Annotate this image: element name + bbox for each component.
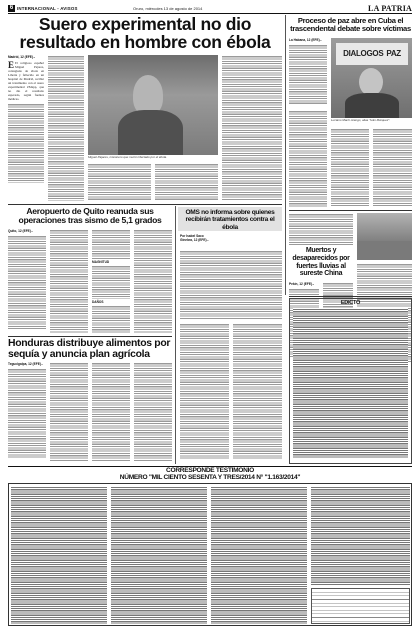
testimonio-col-3	[211, 486, 307, 624]
china-dateline: Pekín, 12 (EFE).-	[289, 282, 314, 286]
china-photo	[357, 213, 412, 260]
edicto-body	[293, 308, 408, 458]
main-dateline: Madrid, 12 (EFE).-	[8, 55, 35, 59]
honduras-body-1	[8, 368, 46, 458]
main-photo-caption: Miguel Pajares, misionero que murió infectado por el ébola.	[88, 155, 168, 159]
testimonio-body	[8, 483, 412, 626]
masthead	[8, 4, 412, 13]
testimonio-title-line-2: NÚMERO "MIL CIENTO SESENTA Y TRES/2014 N° "1.163/2014"	[119, 474, 301, 482]
honduras-col-2	[50, 362, 88, 462]
cuba-col-1b	[289, 110, 327, 207]
main-lead: El religioso español Miguel Pajares, contagiado de ébola en Liberia y fallecido en un hospital de Madrid, recibió un tratamiento con el suero experimental ZMapp, que no dio el resultado esperado, según fuentes médicas.	[8, 61, 44, 101]
china-headline-line-2: desaparecidos por	[292, 254, 350, 262]
cuba-headline-line-2: trascendental debate sobre víctimas	[290, 24, 411, 34]
quito-dateline: Quito, 12 (EFE).-	[8, 229, 33, 233]
main-story-col-5	[222, 55, 282, 201]
testimonio-col-4	[311, 486, 410, 586]
quito-col-4	[134, 229, 172, 333]
main-headline	[8, 15, 282, 51]
quito-col-2	[50, 229, 88, 333]
photo-figure	[133, 75, 163, 115]
cuba-col-3	[373, 128, 412, 207]
main-story-col-1	[8, 55, 44, 201]
china-photo-water	[357, 241, 412, 260]
oms-dateline: Ginebra, 12 (EFE).-	[180, 238, 209, 242]
china-headline	[289, 247, 353, 278]
page-number-box: 6	[9, 5, 14, 11]
quito-body-3c	[92, 305, 130, 333]
quito-body-3a	[92, 229, 130, 259]
cuba-sign	[336, 43, 408, 65]
main-photo	[88, 55, 218, 155]
divider-honduras	[8, 336, 172, 337]
main-body-text	[8, 103, 44, 183]
divider-quito-oms	[175, 206, 176, 464]
quito-body-3b	[92, 265, 130, 299]
cuba-col-1	[289, 38, 327, 108]
main-story-col-2	[48, 55, 84, 170]
date-line: Oruro, miércoles 13 de agosto de 2014	[133, 6, 203, 12]
quito-headline-line-2: operaciones tras sismo de 5,1 grados	[18, 215, 162, 226]
oms-body-full	[180, 250, 282, 320]
cuba-photo-face	[359, 68, 383, 96]
cuba-sign-text: DIALOGOS	[343, 49, 384, 58]
testimonio-title	[8, 467, 412, 482]
quito-body-1	[8, 235, 46, 329]
quito-headline-line-1: Aeropuerto de Quito reanuda sus	[26, 206, 154, 216]
main-headline-line-1: Suero experimental no dio	[38, 14, 252, 34]
edicto-box	[289, 298, 412, 464]
honduras-headline-line-1: Honduras distribuye alimentos por	[8, 338, 171, 349]
main-story-col-3	[88, 163, 151, 201]
quito-col-3	[92, 229, 130, 333]
honduras-dateline: Tegucigalpa, 12 (EFE).-	[8, 362, 43, 366]
main-story-col-4	[155, 163, 218, 201]
cuba-photo-body	[345, 93, 399, 118]
honduras-headline-line-2: sequía y anuncia plan agrícola	[8, 349, 150, 360]
oms-author: Por Isabel Saco	[180, 234, 204, 238]
testimonio-title-line-1: CORRESPONDE TESTIMONIO	[166, 467, 254, 474]
testimonio-table	[311, 588, 410, 624]
oms-headline-line-1: OMS no informa sobre quienes	[185, 209, 275, 216]
cuba-sign-text-2: PAZ	[386, 49, 401, 58]
china-headline-line-4: sureste China	[299, 270, 343, 278]
divider-edicto	[289, 296, 412, 297]
testimonio-col-1	[11, 486, 107, 624]
cuba-headline-line-1: Proceso de paz abre en Cuba el	[297, 16, 404, 25]
oms-headline-line-2: recibirán tratamientos contra el ébola	[185, 216, 275, 231]
main-headline-line-2: resultado en hombre con ébola	[19, 32, 271, 52]
cuba-body-1	[289, 44, 327, 104]
honduras-col-4	[134, 362, 172, 462]
quito-subhead-danos: DAÑOS	[92, 300, 104, 304]
divider-main-cuba	[285, 15, 286, 295]
divider-under-main	[8, 204, 282, 205]
oms-col-1	[180, 234, 280, 250]
cuba-col-2	[331, 128, 369, 207]
edicto-title: EDICTO	[340, 300, 361, 306]
section-label: INTERNACIONAL - AVISOS	[17, 6, 78, 11]
honduras-col-1	[8, 362, 46, 462]
china-headline-line-3: fuertes lluvias al	[296, 262, 346, 270]
honduras-headline	[8, 338, 282, 360]
testimonio-col-2	[111, 486, 207, 624]
logo: LA PATRIA	[368, 4, 412, 13]
honduras-col-3	[92, 362, 130, 462]
china-headline-line-1: Muertos y	[305, 247, 337, 254]
main-story-col-2b	[48, 160, 84, 201]
china-left-col-top	[289, 213, 353, 245]
quito-col-1	[8, 229, 46, 333]
cuba-dateline: La Habana, 12 (EFE).-	[289, 38, 322, 42]
cuba-headline	[289, 17, 412, 34]
cuba-photo-caption: Luciano Marín Arango, alias "Iván Márquez".	[331, 118, 391, 122]
quito-subhead-magnitud: MAGNITUD	[92, 260, 110, 264]
drop-cap: E	[8, 60, 15, 70]
cuba-photo	[331, 38, 412, 118]
divider-cuba-china	[289, 210, 412, 211]
photo-body	[118, 110, 183, 155]
oms-headline	[178, 209, 282, 231]
quito-headline	[8, 207, 172, 226]
